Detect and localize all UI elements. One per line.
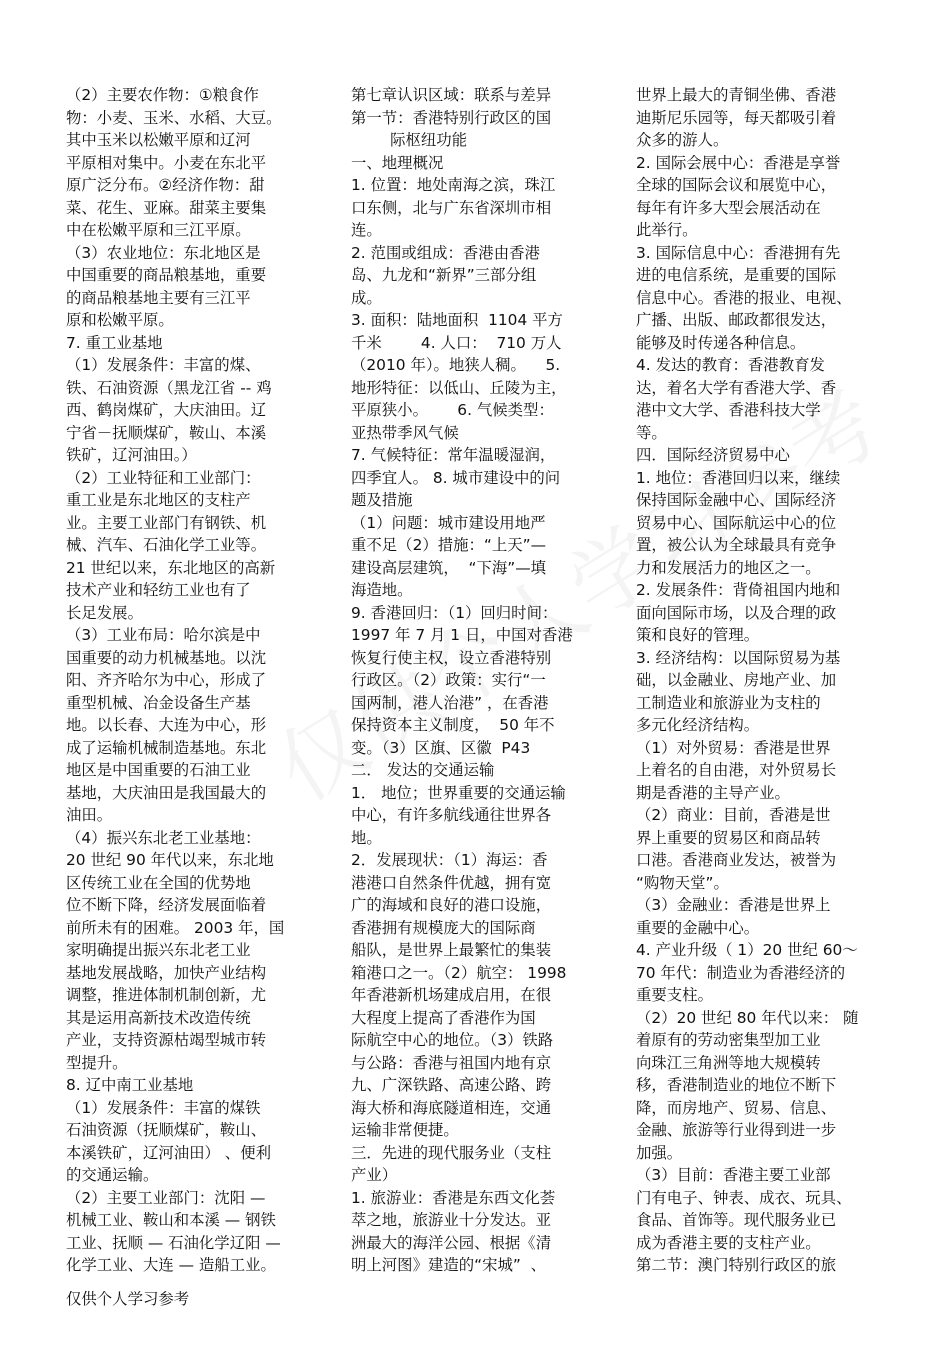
text-line: 成为香港主要的支柱产业。 bbox=[636, 1233, 821, 1252]
text-line: 地区是中国重要的石油工业 bbox=[66, 761, 251, 779]
text-line: 1． 地位；世界重要的交通运输 bbox=[351, 783, 566, 802]
text-line: 菜、花生、亚麻。甜菜主要集 bbox=[66, 198, 267, 217]
text-line: （4）振兴东北老工业基地： bbox=[66, 828, 261, 847]
text-line: 四．国际经济贸易中心 bbox=[636, 446, 790, 464]
text-line: 平原相对集中。小麦在东北平 bbox=[66, 153, 267, 172]
text-line: 机械工业、鞍山和本溪 — 钢铁 bbox=[66, 1211, 276, 1229]
text-line: 械、汽车、石油化学工业等。 bbox=[66, 536, 267, 554]
text-line: 洲最大的海洋公园、根据《清 bbox=[351, 1233, 552, 1252]
text-line: 进的电信系统，是重要的国际 bbox=[636, 266, 837, 284]
text-line: 础，以金融业、房地产业、加 bbox=[636, 671, 837, 689]
text-line: 重工业是东北地区的支柱产 bbox=[66, 491, 251, 509]
text-line: 九、广深铁路、高速公路、跨 bbox=[351, 1076, 552, 1094]
text-line: 的交通运输。 bbox=[66, 1166, 159, 1184]
text-line: 地。以长春、大连为中心，形 bbox=[66, 716, 267, 734]
text-line: 成了运输机械制造基地。东北 bbox=[66, 738, 267, 757]
text-line: 国两制，港人治港” ，在香港 bbox=[351, 693, 549, 712]
text-line: 技术产业和轻纺工业也有了 bbox=[66, 581, 251, 599]
text-line: 产业，支持资源枯竭型城市转 bbox=[66, 1031, 267, 1049]
text-line: 8. 辽中南工业基地 bbox=[66, 1076, 194, 1094]
text-line: 宁省－抚顺煤矿，鞍山、本溪 bbox=[66, 423, 267, 442]
text-line: 与公路：香港与祖国内地有京 bbox=[351, 1053, 552, 1072]
text-line: 港港口自然条件优越，拥有宽 bbox=[351, 873, 552, 892]
text-line: 基地，大庆油田是我国最大的 bbox=[66, 783, 267, 802]
right-column bbox=[636, 84, 886, 1277]
text-line: （2）主要工业部门：沈阳 — bbox=[66, 1188, 266, 1207]
text-line: 位不断下降，经济发展面临着 bbox=[66, 896, 267, 914]
text-line: 广播、出版、邮政都很发达， bbox=[636, 311, 837, 329]
text-line: （1）问题：城市建设用地严 bbox=[351, 513, 546, 532]
text-line: 4. 发达的教育：香港教育发 bbox=[636, 356, 825, 374]
text-line: 连。 bbox=[351, 221, 382, 239]
text-line: 贸易中心、国际航运中心的位 bbox=[636, 513, 837, 532]
text-line: 第一节：香港特别行政区的国 bbox=[351, 108, 552, 127]
text-line: 业。主要工业部门有钢铁、机 bbox=[66, 513, 267, 532]
text-line: 一、地理概况 bbox=[351, 153, 444, 172]
text-line: 港中文大学、香港科技大学 bbox=[636, 401, 821, 419]
text-line: 变。（3）区旗、区徽 P43 bbox=[351, 738, 531, 757]
text-line: 达，着名大学有香港大学、香 bbox=[636, 378, 837, 397]
text-line: 阳、齐齐哈尔为中心，形成了 bbox=[66, 671, 267, 689]
text-line: 广的海域和良好的港口设施， bbox=[351, 896, 552, 914]
footer-note: 仅供个人学习参考 bbox=[66, 1290, 190, 1308]
text-line: 本溪铁矿，辽河油田） 、便利 bbox=[66, 1143, 271, 1162]
left-column bbox=[66, 84, 324, 1277]
text-line: 二． 发达的交通运输 bbox=[351, 761, 495, 779]
text-line: 油田。 bbox=[66, 806, 113, 824]
text-line: 保持资本主义制度， 50 年不 bbox=[351, 716, 555, 734]
text-line: 力和发展活力的地区之一。 bbox=[636, 558, 821, 577]
text-line: 大程度上提高了香港作为国 bbox=[351, 1008, 536, 1027]
text-line: 重要支柱。 bbox=[636, 986, 713, 1004]
text-line: 第二节：澳门特别行政区的旅 bbox=[636, 1256, 837, 1274]
text-line: （3）金融业：香港是世界上 bbox=[636, 896, 831, 914]
text-line: （1）发展条件：丰富的煤铁 bbox=[66, 1098, 261, 1117]
text-line: 际枢纽功能 bbox=[351, 131, 468, 149]
text-line: 期是香港的主导产业。 bbox=[636, 783, 790, 802]
text-line: 3. 国际信息中心：香港拥有先 bbox=[636, 243, 841, 262]
text-line: “购物天堂”。 bbox=[636, 873, 729, 892]
text-line: 的商品粮基地主要有三江平 bbox=[66, 288, 251, 307]
text-line: 2. 范围或组成：香港由香港 bbox=[351, 243, 540, 262]
text-line: （2）主要农作物：①粮食作 bbox=[66, 86, 259, 104]
text-line: 其是运用高新技术改造传统 bbox=[66, 1008, 251, 1027]
text-line: 多元化经济结构。 bbox=[636, 716, 760, 734]
text-line: （3）农业地位：东北地区是 bbox=[66, 243, 261, 262]
text-line: 调整，推进体制机制创新，尤 bbox=[66, 986, 267, 1004]
text-line: 地。 bbox=[351, 828, 382, 847]
text-line: 保持国际金融中心、国际经济 bbox=[636, 491, 837, 509]
text-line: 1. 位置：地处南海之滨，珠江 bbox=[351, 176, 556, 194]
text-line: 萃之地，旅游业十分发达。亚 bbox=[351, 1211, 552, 1229]
text-line: 迪斯尼乐园等，每天都吸引着 bbox=[636, 108, 837, 127]
text-line: 工业、抚顺 — 石油化学辽阳 — bbox=[66, 1233, 281, 1252]
text-line: 其中玉米以松嫩平原和辽河 bbox=[66, 131, 251, 149]
text-line: 中心，有许多航线通往世界各 bbox=[351, 806, 552, 824]
text-line: 重不足（2）措施：“上天”— bbox=[351, 536, 547, 554]
text-line: 4. 产业升级（ 1）20 世纪 60～ bbox=[636, 941, 858, 959]
text-line: 众多的游人。 bbox=[636, 131, 729, 149]
text-line: 界上重要的贸易区和商品转 bbox=[636, 828, 821, 847]
text-line: 工制造业和旅游业为支柱的 bbox=[636, 693, 821, 712]
text-line: 原广泛分布。②经济作物：甜 bbox=[66, 176, 265, 194]
text-line: 铁、石油资源（黑龙江省 -- 鸡 bbox=[66, 378, 272, 397]
text-line: （3）目前：香港主要工业部 bbox=[636, 1166, 831, 1184]
text-line: 长足发展。 bbox=[66, 603, 143, 622]
text-line: 产业） bbox=[351, 1166, 398, 1184]
text-line: 铁矿，辽河油田。） bbox=[66, 446, 197, 464]
text-line: 2. 发展条件：背倚祖国内地和 bbox=[636, 581, 841, 599]
text-line: 策和良好的管理。 bbox=[636, 626, 760, 644]
text-line: 石油资源（抚顺煤矿，鞍山、 bbox=[66, 1121, 267, 1139]
text-line: 7. 重工业基地 bbox=[66, 333, 163, 352]
text-line: 3. 面积：陆地面积 1104 平方 bbox=[351, 311, 563, 329]
text-line: 中在松嫩平原和三江平原。 bbox=[66, 221, 251, 239]
text-line: 21 世纪以来，东北地区的高新 bbox=[66, 558, 276, 577]
text-line: 置，被公认为全球最具有竞争 bbox=[636, 536, 837, 554]
text-line: 着原有的劳动密集型加工业 bbox=[636, 1031, 821, 1049]
text-line: 际航空中心的地位。（3）铁路 bbox=[351, 1031, 554, 1049]
text-line: （2）工业特征和工业部门： bbox=[66, 468, 261, 487]
text-line: 海大桥和海底隧道相连，交通 bbox=[351, 1098, 552, 1117]
text-line: 地形特征：以低山、丘陵为主， bbox=[351, 378, 567, 397]
text-line: 1. 旅游业：香港是东西文化荟 bbox=[351, 1188, 556, 1207]
text-line: 年香港新机场建成启用，在很 bbox=[351, 986, 552, 1004]
text-line: 第七章认识区域：联系与差异 bbox=[351, 86, 552, 104]
text-line: 成。 bbox=[351, 288, 382, 307]
text-line: 等。 bbox=[636, 423, 667, 442]
text-line: 70 年代：制造业为香港经济的 bbox=[636, 963, 846, 982]
text-line: 1. 地位：香港回归以来，继续 bbox=[636, 468, 841, 487]
text-line: （1）对外贸易：香港是世界 bbox=[636, 738, 831, 757]
text-line: 每年有许多大型会展活动在 bbox=[636, 198, 821, 217]
text-line: 口港。香港商业发达，被誉为 bbox=[636, 851, 837, 869]
text-line: （2）20 世纪 80 年代以来： 随 bbox=[636, 1008, 859, 1027]
text-line: 建设高层建筑， “下海”—填 bbox=[351, 558, 547, 577]
text-line: 国重要的动力机械基地。以沈 bbox=[66, 648, 267, 667]
text-line: 9. 香港回归：（1）回归时间： bbox=[351, 603, 558, 622]
text-line: 岛、九龙和“新界”三部分组 bbox=[351, 266, 537, 284]
text-line: （3）工业布局：哈尔滨是中 bbox=[66, 626, 261, 644]
text-line: 运输非常便捷。 bbox=[351, 1121, 459, 1139]
text-line: 信息中心。香港的报业、电视、 bbox=[636, 288, 852, 307]
text-line: 香港拥有规模庞大的国际商 bbox=[351, 918, 536, 937]
text-line: 1997 年 7 月 1 日，中国对香港 bbox=[351, 626, 573, 644]
text-line: 20 世纪 90 年代以来，东北地 bbox=[66, 851, 274, 869]
text-line: 千米 4. 人口： 710 万人 bbox=[351, 333, 562, 352]
text-line: 化学工业、大连 — 造船工业。 bbox=[66, 1256, 276, 1274]
text-line: 面向国际市场，以及合理的政 bbox=[636, 603, 837, 622]
text-line: （2）商业：目前，香港是世 bbox=[636, 806, 831, 824]
text-line: 平原狭小。 6. 气候类型： bbox=[351, 401, 554, 419]
text-line: 3. 经济结构：以国际贸易为基 bbox=[636, 648, 841, 667]
text-line: 移，香港制造业的地位不断下 bbox=[636, 1076, 837, 1094]
text-line: 区传统工业在全国的优势地 bbox=[66, 873, 251, 892]
text-line: 2. 国际会展中心：香港是享誉 bbox=[636, 153, 841, 172]
text-line: 2．发展现状：（1）海运：香 bbox=[351, 851, 548, 869]
text-line: 船队，是世界上最繁忙的集装 bbox=[351, 941, 552, 959]
text-line: （2010 年）。地狭人稠。 5. bbox=[351, 356, 561, 374]
text-line: 门有电子、钟表、成衣、玩具、 bbox=[636, 1188, 852, 1207]
text-line: 三．先进的现代服务业（支柱 bbox=[351, 1143, 552, 1162]
text-line: 能够及时传递各种信息。 bbox=[636, 333, 806, 352]
text-line: 加强。 bbox=[636, 1143, 683, 1162]
text-line: 全球的国际会议和展览中心， bbox=[636, 176, 837, 194]
text-line: 重型机械、冶金设备生产基 bbox=[66, 693, 251, 712]
text-line: 7. 气候特征：常年温暖湿润， bbox=[351, 446, 556, 464]
text-line: 西、鹤岗煤矿，大庆油田。辽 bbox=[66, 401, 267, 419]
text-line: 此举行。 bbox=[636, 221, 698, 239]
text-line: 基地发展战略，加快产业结构 bbox=[66, 963, 267, 982]
text-line: 题及措施 bbox=[351, 491, 413, 509]
text-line: 金融、旅游等行业得到进一步 bbox=[636, 1121, 837, 1139]
text-line: 型提升。 bbox=[66, 1053, 128, 1072]
text-line: 上着名的自由港，对外贸易长 bbox=[636, 761, 837, 779]
text-line: 亚热带季风气候 bbox=[351, 423, 459, 442]
text-line: 物：小麦、玉米、水稻、大豆。 bbox=[66, 108, 282, 127]
text-line: 箱港口之一。（2）航空： 1998 bbox=[351, 963, 567, 982]
text-line: 降，而房地产、贸易、信息、 bbox=[636, 1098, 837, 1117]
text-line: 世界上最大的青铜坐佛、香港 bbox=[636, 86, 837, 104]
text-line: 中国重要的商品粮基地，重要 bbox=[66, 266, 267, 284]
text-line: （1）发展条件：丰富的煤、 bbox=[66, 356, 261, 374]
text-line: 恢复行使主权，设立香港特别 bbox=[351, 648, 552, 667]
text-line: 口东侧，北与广东省深圳市相 bbox=[351, 198, 552, 217]
text-line: 食品、首饰等。现代服务业已 bbox=[636, 1211, 837, 1229]
text-line: 向珠江三角洲等地大规模转 bbox=[636, 1053, 821, 1072]
text-line: 原和松嫩平原。 bbox=[66, 311, 174, 329]
text-line: 重要的金融中心。 bbox=[636, 918, 760, 937]
text-line: 家明确提出振兴东北老工业 bbox=[66, 941, 251, 959]
middle-column bbox=[351, 84, 613, 1277]
text-line: 海造地。 bbox=[351, 581, 413, 599]
text-line: 四季宜人。 8. 城市建设中的问 bbox=[351, 468, 561, 487]
text-line: 前所未有的困难。 2003 年，国 bbox=[66, 918, 285, 937]
text-line: 明上河图》建造的“宋城” 、 bbox=[351, 1256, 547, 1274]
text-line: 行政区。（2）政策：实行“一 bbox=[351, 671, 546, 689]
